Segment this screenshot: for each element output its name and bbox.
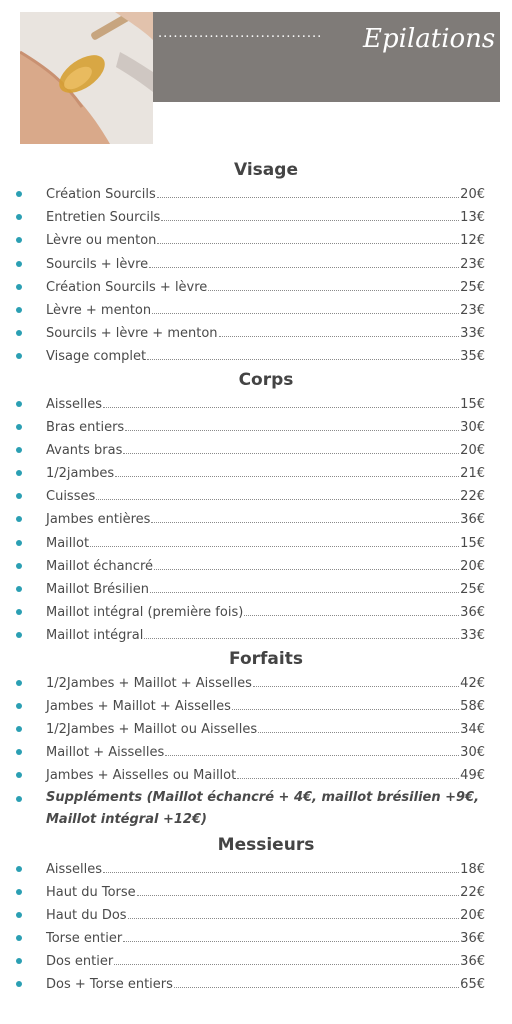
item-name: Création Sourcils (46, 187, 156, 202)
price-row (46, 182, 485, 205)
bullet-icon (16, 958, 22, 964)
bullet-icon (16, 447, 22, 453)
item-name: Jambes entières (46, 512, 151, 528)
item-price: 20€ (460, 907, 485, 923)
bullet-icon (16, 609, 22, 615)
dotted-leader (174, 972, 459, 988)
supplements-note-item (0, 787, 512, 833)
item-price: 23€ (460, 302, 485, 318)
bullet-icon (16, 726, 22, 732)
price-row (46, 600, 485, 623)
item-price: 36€ (460, 931, 485, 947)
price-row (46, 972, 485, 995)
dotted-leader (103, 857, 459, 873)
dotted-leader (244, 600, 459, 616)
price-row (46, 949, 485, 972)
price-row (46, 461, 485, 484)
item-price: 30€ (460, 745, 485, 761)
item-name: Jambes + Maillot + Aisselles (46, 698, 231, 714)
item-name: Entretien Sourcils (46, 210, 161, 226)
item-name: Avants bras (46, 442, 123, 458)
dotted-leader (237, 763, 459, 779)
item-price: 33€ (460, 628, 485, 644)
bullet-icon (16, 935, 22, 941)
price-row (46, 205, 485, 228)
price-item (0, 321, 512, 344)
bullet-icon (16, 889, 22, 895)
price-list-section (0, 392, 512, 647)
bullet-icon (16, 214, 22, 220)
price-row (46, 298, 485, 321)
item-price: 21€ (460, 466, 485, 482)
bullet-icon (16, 680, 22, 686)
dotted-leader (114, 949, 459, 965)
bullet-icon (16, 912, 22, 918)
dotted-leader (128, 903, 460, 919)
bullet-icon (16, 563, 22, 569)
dotted-leader (90, 531, 459, 547)
price-list (0, 158, 512, 996)
price-row (46, 763, 485, 786)
dotted-leader (123, 926, 459, 942)
price-row (46, 577, 485, 600)
item-price: 36€ (460, 954, 485, 970)
price-row (46, 694, 485, 717)
price-row (46, 344, 485, 367)
price-row (46, 275, 485, 298)
item-price: 13€ (460, 210, 485, 226)
item-price: 12€ (460, 233, 485, 249)
price-item (0, 600, 512, 623)
dotted-leader (152, 298, 459, 314)
dotted-leader (147, 344, 459, 360)
dotted-leader (150, 577, 459, 593)
price-item (0, 438, 512, 461)
item-name: Maillot échancré (46, 558, 153, 574)
item-name: Maillot intégral (première fois) (46, 605, 244, 621)
dotted-leader (219, 321, 460, 337)
item-name: 1/2Jambes + Maillot ou Aisselles (46, 721, 258, 737)
price-row (46, 507, 485, 530)
dotted-leader (149, 252, 459, 268)
price-item (0, 507, 512, 530)
bullet-icon (16, 632, 22, 638)
bullet-icon (16, 866, 22, 872)
price-item (0, 182, 512, 205)
item-price: 23€ (460, 256, 485, 272)
item-price: 20€ (460, 558, 485, 574)
item-name: Dos + Torse entiers (46, 977, 173, 993)
price-item (0, 344, 512, 367)
item-name: Visage complet (46, 349, 147, 365)
price-item (0, 205, 512, 228)
price-item (0, 740, 512, 763)
price-item (0, 298, 512, 321)
item-price: 34€ (460, 721, 485, 737)
item-name: Torse entier (46, 931, 123, 947)
price-item (0, 694, 512, 717)
price-row (46, 857, 485, 880)
price-row (46, 926, 485, 949)
dotted-leader (151, 507, 459, 523)
price-row (46, 392, 485, 415)
price-item (0, 531, 512, 554)
item-price: 25€ (460, 582, 485, 597)
bullet-icon (16, 470, 22, 476)
price-item (0, 857, 512, 880)
section-title: Corps (238, 369, 294, 390)
price-row (46, 717, 485, 740)
item-price: 35€ (460, 349, 485, 365)
bullet-icon (16, 261, 22, 267)
item-price: 36€ (460, 512, 485, 528)
item-price: 65€ (460, 977, 485, 993)
price-list-section (0, 857, 512, 996)
bullet-icon (16, 749, 22, 755)
dotted-leader (157, 228, 459, 244)
dotted-leader (96, 484, 459, 500)
item-price: 18€ (460, 861, 485, 877)
bullet-icon (16, 284, 22, 290)
item-name: Maillot intégral (46, 628, 144, 644)
price-item (0, 577, 512, 600)
price-item (0, 671, 512, 694)
bullet-icon (16, 540, 22, 546)
item-price: 15€ (460, 396, 485, 412)
item-name: Sourcils + lèvre + menton (46, 326, 218, 342)
dotted-leader (144, 623, 459, 639)
supplements-note: Suppléments (Maillot échancré + 4€, maillot brésilien +9€, Maillot intégral +12€) (46, 789, 480, 827)
section-title: Forfaits (229, 648, 303, 669)
banner-dotted-leader: ................................ (158, 26, 323, 41)
dotted-leader (253, 671, 459, 687)
item-price: 15€ (460, 535, 485, 551)
price-item (0, 623, 512, 646)
item-name: Jambes + Aisselles ou Maillot (46, 768, 237, 784)
price-item (0, 554, 512, 577)
item-name: Dos entier (46, 954, 114, 970)
price-row (46, 321, 485, 344)
section-title: Messieurs (217, 834, 315, 855)
item-name: Lèvre ou menton (46, 233, 157, 249)
bullet-icon (16, 237, 22, 243)
item-price: 22€ (460, 489, 485, 505)
item-name: Cuisses (46, 489, 96, 505)
price-item (0, 717, 512, 740)
waxing-leg-illustration (20, 12, 153, 144)
page-title: Epilations (363, 24, 496, 54)
bullet-icon (16, 981, 22, 987)
item-name: Maillot + Aisselles (46, 745, 165, 761)
dotted-leader (103, 392, 459, 408)
bullet-icon (16, 401, 22, 407)
item-name: Bras entiers (46, 419, 125, 435)
item-price: 20€ (460, 442, 485, 458)
price-item (0, 903, 512, 926)
dotted-leader (208, 275, 459, 291)
item-name: Aisselles (46, 861, 103, 877)
price-item (0, 252, 512, 275)
bullet-icon (16, 586, 22, 592)
price-item (0, 972, 512, 995)
price-row (46, 484, 485, 507)
item-name: 1/2jambes (46, 466, 115, 482)
item-name: Création Sourcils + lèvre (46, 279, 208, 295)
item-price: 36€ (460, 605, 485, 621)
item-name: Haut du Torse (46, 884, 136, 900)
price-row (46, 623, 485, 646)
item-price: 20€ (460, 187, 485, 202)
dotted-leader (115, 461, 459, 477)
item-name: Maillot Brésilien (46, 582, 150, 597)
title-banner (153, 12, 500, 102)
dotted-leader (165, 740, 459, 756)
item-price: 33€ (460, 326, 485, 342)
price-list-section (0, 182, 512, 368)
price-item (0, 415, 512, 438)
item-name: Lèvre + menton (46, 302, 152, 318)
item-name: Maillot (46, 535, 90, 551)
bullet-icon (16, 772, 22, 778)
price-row (46, 903, 485, 926)
price-item (0, 228, 512, 251)
bullet-icon (16, 493, 22, 499)
bullet-icon (16, 307, 22, 313)
item-name: Sourcils + lèvre (46, 256, 149, 272)
header-photo (20, 12, 153, 144)
price-row (46, 415, 485, 438)
item-name: Aisselles (46, 396, 103, 412)
dotted-leader (161, 205, 459, 221)
item-name: 1/2Jambes + Maillot + Aisselles (46, 675, 252, 691)
item-name: Haut du Dos (46, 907, 127, 923)
dotted-leader (154, 554, 459, 570)
price-item (0, 392, 512, 415)
bullet-icon (16, 703, 22, 709)
item-price: 22€ (460, 884, 485, 900)
price-row (46, 554, 485, 577)
item-price: 30€ (460, 419, 485, 435)
bullet-icon (16, 424, 22, 430)
price-item (0, 926, 512, 949)
bullet-icon (16, 796, 22, 802)
price-item (0, 949, 512, 972)
dotted-leader (157, 182, 459, 198)
bullet-icon (16, 353, 22, 359)
price-item (0, 461, 512, 484)
dotted-leader (137, 880, 460, 896)
price-row (46, 252, 485, 275)
item-price: 25€ (460, 279, 485, 295)
dotted-leader (232, 694, 459, 710)
price-list-section (0, 671, 512, 833)
item-price: 42€ (460, 675, 485, 691)
bullet-icon (16, 191, 22, 197)
price-row (46, 740, 485, 763)
item-price: 58€ (460, 698, 485, 714)
price-row (46, 438, 485, 461)
price-row (46, 880, 485, 903)
bullet-icon (16, 516, 22, 522)
price-item (0, 763, 512, 786)
price-item (0, 275, 512, 298)
dotted-leader (123, 438, 459, 454)
dotted-leader (258, 717, 459, 733)
price-item (0, 484, 512, 507)
item-price: 49€ (460, 768, 485, 784)
price-row (46, 531, 485, 554)
price-row (46, 228, 485, 251)
bullet-icon (16, 330, 22, 336)
section-title: Visage (234, 160, 298, 180)
dotted-leader (125, 415, 459, 431)
price-item (0, 880, 512, 903)
price-row (46, 671, 485, 694)
